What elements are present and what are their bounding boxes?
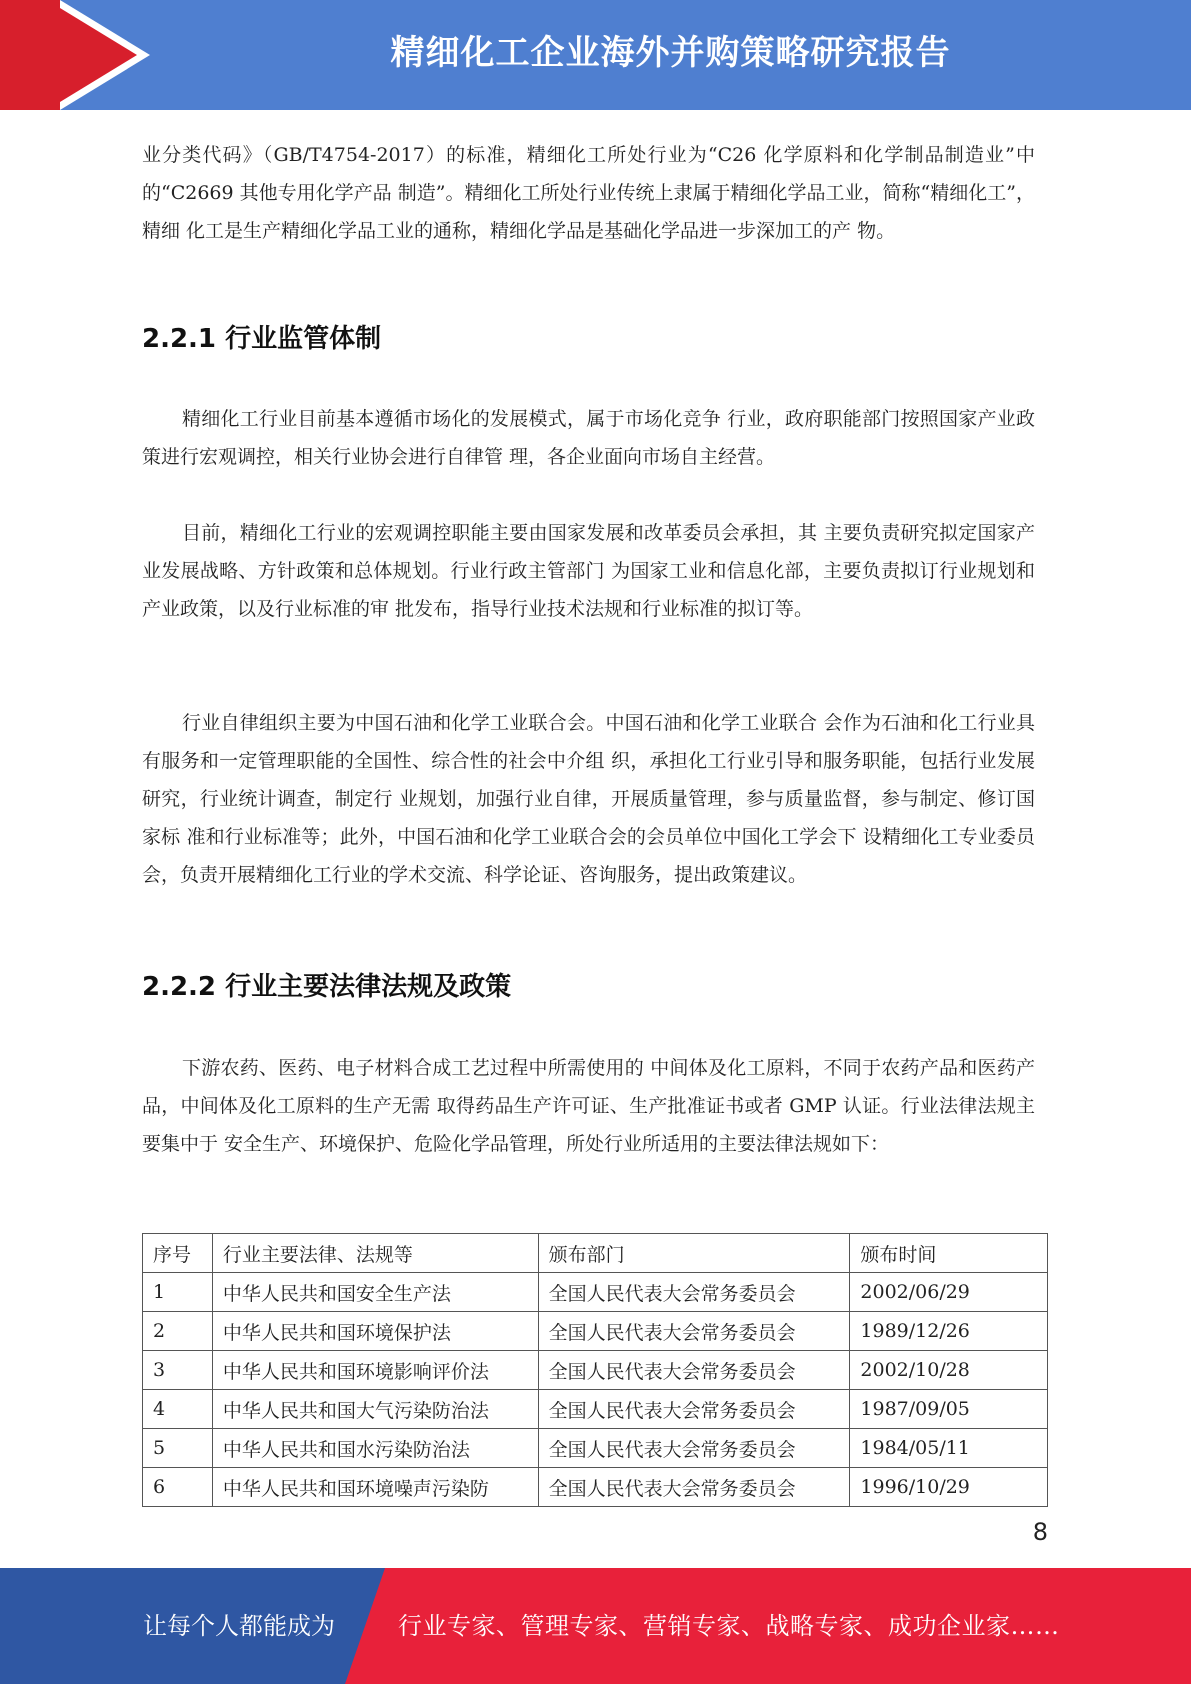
laws-table	[142, 1233, 1048, 1507]
footer-banner	[0, 1568, 1191, 1684]
footer-slogan-right: 行业专家、管理专家、营销专家、战略专家、成功企业家……	[398, 1612, 1060, 1640]
section-2-2-2-para-block	[142, 1049, 1035, 1163]
body-paragraph: 下游农药、医药、电子材料合成工艺过程中所需使用的 中间体及化工原料，不同于农药产品和医药产品，中间体及化工原料的生产无需 取得药品生产许可证、生产批准证书或者 GMP 认证。行业法律法规主要集中于 安全生产、环境保护、危险化学品管理，所处行业所适用的主要法律法规如下：	[142, 1057, 1035, 1155]
header-cell: 序号	[143, 1234, 213, 1273]
table-cell: 1996/10/29	[850, 1468, 1048, 1507]
header-chevron-inner	[60, 8, 137, 102]
body-paragraph: 目前，精细化工行业的宏观调控职能主要由国家发展和改革委员会承担，其 主要负责研究拟定国家产业发展战略、方针政策和总体规划。行业行政主管部门 为国家工业和信息化部，主要负责拟订行业规划和产业政策，以及行业标准的审 批发布，指导行业技术法规和行业标准的拟订等。	[142, 522, 1035, 620]
table-cell: 1984/05/11	[850, 1429, 1048, 1468]
section-heading-2-2-1: 2.2.1 行业监管体制	[142, 324, 382, 354]
section-2-2-1-para-3-block	[142, 704, 1035, 894]
body-paragraph: 精细化工行业目前基本遵循市场化的发展模式，属于市场化竞争 行业，政府职能部门按照国家产业政策进行宏观调控，相关行业协会进行自律管 理，各企业面向市场自主经营。	[142, 408, 1035, 468]
table-cell: 2002/06/29	[850, 1273, 1048, 1312]
table-cell: 全国人民代表大会常务委员会	[538, 1390, 850, 1429]
table-cell: 2002/10/28	[850, 1351, 1048, 1390]
table-row	[143, 1273, 1048, 1312]
footer-slogan-left: 让每个人都能成为	[143, 1612, 335, 1640]
table-cell: 中华人民共和国安全生产法	[212, 1273, 538, 1312]
table-cell: 4	[143, 1390, 213, 1429]
section-2-2-2-heading-block	[142, 966, 1035, 1003]
table-cell: 6	[143, 1468, 213, 1507]
header-cell: 颁布时间	[850, 1234, 1048, 1273]
header-cell: 行业主要法律、法规等	[212, 1234, 538, 1273]
table-cell: 全国人民代表大会常务委员会	[538, 1468, 850, 1507]
section-heading-2-2-2: 2.2.2 行业主要法律法规及政策	[142, 972, 512, 1002]
section-2-2-1-para-2-block	[142, 514, 1035, 628]
report-title: 精细化工企业海外并购策略研究报告	[390, 33, 951, 73]
table-cell: 1	[143, 1273, 213, 1312]
table-cell: 中华人民共和国环境保护法	[212, 1312, 538, 1351]
header-red-block	[0, 0, 60, 110]
table-cell: 中华人民共和国水污染防治法	[212, 1429, 538, 1468]
table-row	[143, 1312, 1048, 1351]
intro-paragraph: 业分类代码》（GB/T4754-2017）的标准，精细化工所处行业为“C26 化学原料和化学制品制造业”中的“C2669 其他专用化学产品 制造”。精细化工所处行业传统上隶属于精细化学品工业，简称“精细化工”，精细 化工是生产精细化学品工业的通称，精细化学品是基础化学品进一步深加工的产 物。	[142, 144, 1035, 242]
header-cell: 颁布部门	[538, 1234, 850, 1273]
table-cell: 全国人民代表大会常务委员会	[538, 1351, 850, 1390]
section-2-2-1-heading-block	[142, 318, 1035, 355]
table-header-row	[143, 1234, 1048, 1273]
table-row	[143, 1468, 1048, 1507]
table-cell: 1989/12/26	[850, 1312, 1048, 1351]
table-cell: 5	[143, 1429, 213, 1468]
table-cell: 中华人民共和国大气污染防治法	[212, 1390, 538, 1429]
table-row	[143, 1429, 1048, 1468]
table-cell: 2	[143, 1312, 213, 1351]
table-row	[143, 1351, 1048, 1390]
intro-block	[142, 136, 1035, 250]
page-number: 8	[1032, 1518, 1048, 1546]
table-cell: 1987/09/05	[850, 1390, 1048, 1429]
body-paragraph: 行业自律组织主要为中国石油和化学工业联合会。中国石油和化学工业联合 会作为石油和化工行业具有服务和一定管理职能的全国性、综合性的社会中介组 织，承担化工行业引导和服务职能，包括行业发展研究，行业统计调查，制定行 业规划，加强行业自律，开展质量管理，参与质量监督，参与制定、修订国家标 准和行业标准等；此外，中国石油和化学工业联合会的会员单位中国化工学会下 设精细化工专业委员会，负责开展精细化工行业的学术交流、科学论证、咨询服务，提出政策建议。	[142, 712, 1035, 886]
table-cell: 3	[143, 1351, 213, 1390]
table-cell: 全国人民代表大会常务委员会	[538, 1429, 850, 1468]
table-cell: 中华人民共和国环境噪声污染防	[212, 1468, 538, 1507]
table-cell: 全国人民代表大会常务委员会	[538, 1273, 850, 1312]
footer-blue-slant	[345, 1568, 385, 1684]
table-cell: 全国人民代表大会常务委员会	[538, 1312, 850, 1351]
section-2-2-1-para-1-block	[142, 400, 1035, 476]
header-banner	[0, 0, 1191, 110]
table-cell: 中华人民共和国环境影响评价法	[212, 1351, 538, 1390]
table-row	[143, 1390, 1048, 1429]
